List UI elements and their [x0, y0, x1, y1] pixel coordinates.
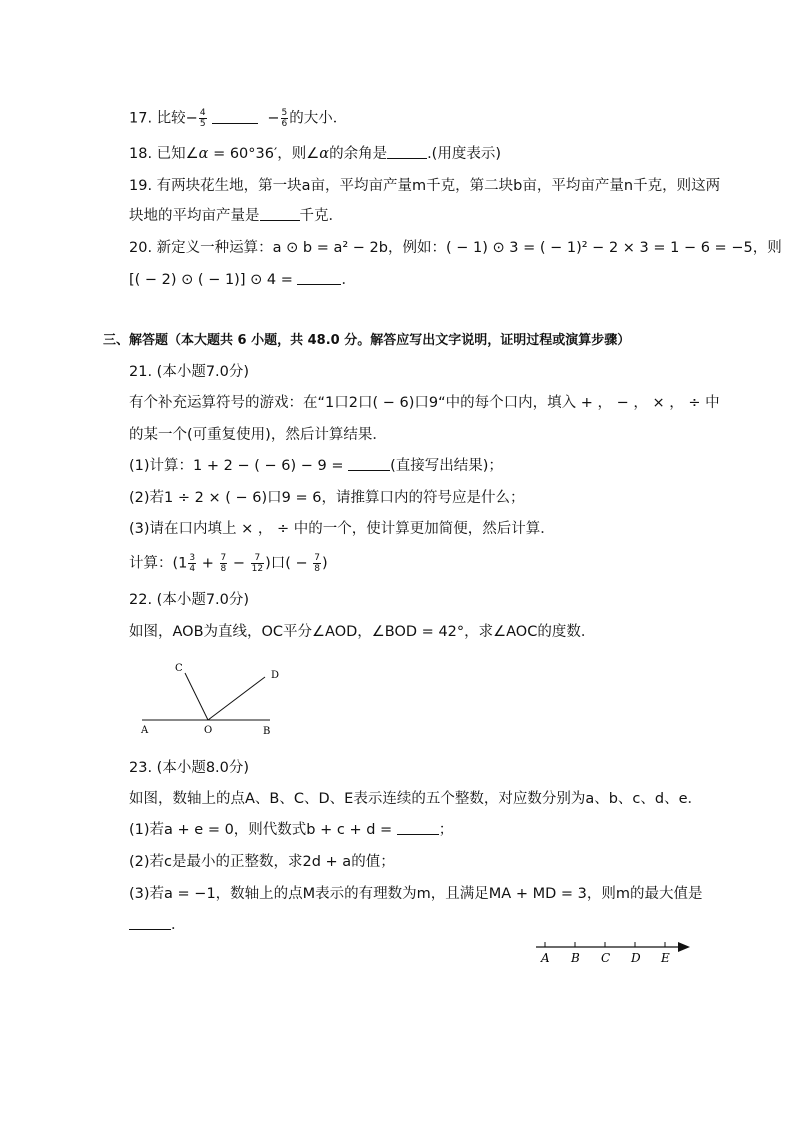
- answer-blank-23-1[interactable]: [397, 820, 439, 835]
- answer-blank-17[interactable]: [212, 109, 258, 124]
- fraction-7-8-b: $\frac{7}{8}$: [314, 553, 320, 574]
- question-21-header: 21. (本小题7.0分): [129, 364, 250, 380]
- question-21-intro-1: 有个补充运算符号的游戏：在“1口2口( − 6)口9“中的每个口内，填入 + ， − ， × ， ÷ 中: [129, 395, 720, 411]
- answer-blank-19[interactable]: [260, 206, 300, 221]
- question-19-line2: 块地的平均亩产量是 千克．: [129, 208, 343, 224]
- question-19-line1: 19. 有两块花生地，第一块a亩，平均亩产量m千克，第二块b亩，平均亩产量n千克，则这两: [129, 178, 721, 194]
- question-21-calculation: 计算：(1 $\frac{3}{4}$ + $\frac{7}{8}$ − $\frac{7}{12}$ )口( − $\frac{7}{8}$ ): [129, 553, 328, 574]
- question-23-intro: 如图，数轴上的点A、B、C、D、E表示连续的五个整数，对应数分别为a、b、c、d、e．: [129, 791, 703, 807]
- axis-label-C: C: [601, 951, 611, 965]
- fraction-3-4: $\frac{3}{4}$: [189, 553, 196, 574]
- question-22-header: 22. (本小题7.0分): [129, 592, 250, 608]
- question-21-intro-2: 的某一个(可重复使用)，然后计算结果．: [129, 427, 387, 443]
- answer-blank-20[interactable]: [297, 270, 341, 285]
- question-21-part-1: (1)计算：1 + 2 − ( − 6) − 9 = (直接写出结果)；: [129, 458, 503, 474]
- ray-OC: [185, 673, 208, 720]
- label-D: D: [271, 670, 280, 681]
- question-21-part-2: (2)若1 ÷ 2 × ( − 6)口9 = 6，请推算口内的符号应是什么；: [129, 490, 525, 506]
- answer-blank-21-1[interactable]: [348, 456, 390, 471]
- answer-blank-23-3[interactable]: [129, 915, 171, 930]
- question-23-part-2: (2)若c是最小的正整数，求2d + a的值；: [129, 854, 395, 870]
- axis-label-A: A: [541, 951, 550, 965]
- axis-label-D: D: [631, 951, 641, 965]
- question-20-line2: [( − 2) ⊙ ( − 1)] ⊙ 4 = ．: [129, 272, 356, 288]
- question-23-part-1: (1)若a + e = 0，则代数式b + c + d = ；: [129, 822, 454, 838]
- question-17: 17. 比较− $\frac{4}{5}$ − $\frac{5}{6}$ 的大小．: [129, 108, 348, 129]
- question-20-line1: 20. 新定义一种运算：a ⊙ b = a² − 2b，例如：( − 1) ⊙ 3 = ( − 1)² − 2 × 3 = 1 − 6 = −5，则: [129, 240, 782, 256]
- answer-blank-18[interactable]: [387, 144, 427, 159]
- question-22-text: 如图，AOB为直线，OC平分∠AOD，∠BOD = 42°，求∠AOC的度数．: [129, 624, 596, 640]
- question-23-header: 23. (本小题8.0分): [129, 760, 250, 776]
- fraction-7-12: $\frac{7}{12}$: [251, 553, 264, 574]
- label-A: A: [141, 725, 149, 736]
- fraction-7-8: $\frac{7}{8}$: [220, 553, 227, 574]
- axis-label-B: B: [571, 951, 580, 965]
- label-C: C: [175, 663, 183, 674]
- arrow-right-icon: [678, 942, 690, 952]
- fraction-5-6: $\frac{5}{6}$: [281, 108, 288, 129]
- axis-label-E: E: [661, 951, 670, 965]
- label-O: O: [204, 725, 213, 736]
- question-21-part-3: (3)请在口内填上 × ， ÷ 中的一个，使计算更加简便，然后计算．: [129, 521, 555, 537]
- angle-figure: [135, 655, 285, 740]
- question-23-part-3: (3)若a = −1，数轴上的点M表示的有理数为m，且满足MA + MD = 3，则m的最大值是: [129, 886, 703, 902]
- fraction-4-5: $\frac{4}{5}$: [199, 108, 206, 129]
- section-3-heading: 三、解答题（本大题共 6 小题，共 48.0 分。解答应写出文字说明，证明过程或演算步骤）: [103, 333, 631, 348]
- number-line: [532, 936, 697, 968]
- question-23-part-3-end: ．: [129, 915, 186, 935]
- ray-OD: [208, 677, 265, 720]
- question-18: 18. 已知∠α = 60°36′，则∠α的余角是 .(用度表示): [129, 146, 502, 162]
- label-B: B: [263, 726, 271, 737]
